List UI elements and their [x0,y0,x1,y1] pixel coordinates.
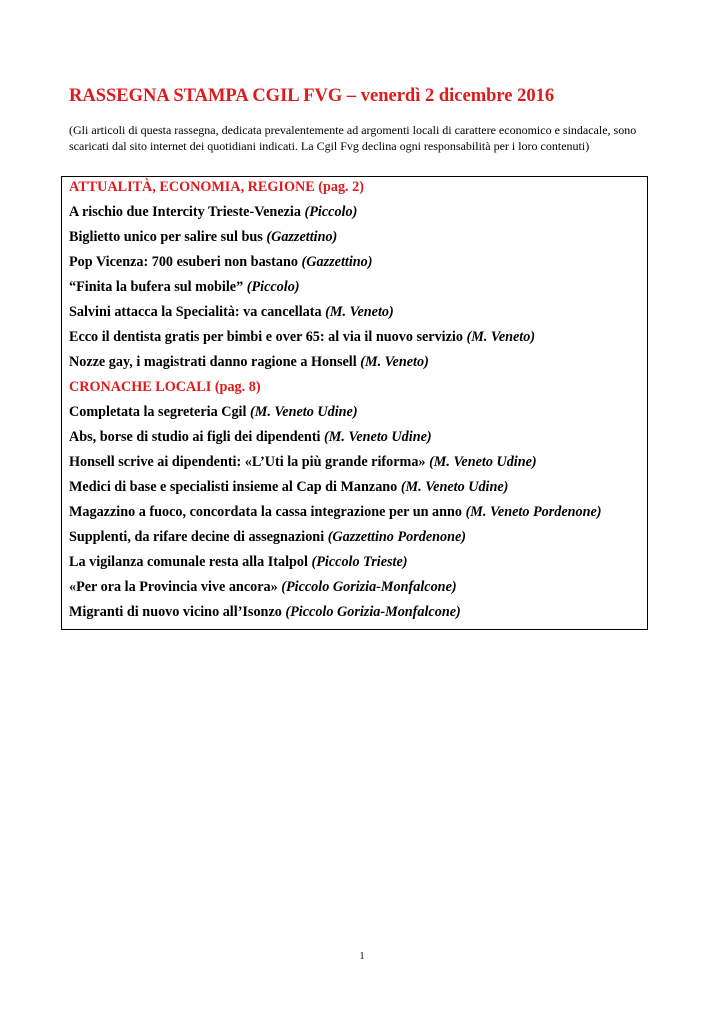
article-entry [69,605,602,630]
article-source: (Piccolo) [304,204,358,220]
article-source: (M. Veneto Udine) [429,454,537,470]
article-entry [69,205,602,230]
article-source: (Gazzettino) [301,254,373,270]
article-entry [69,480,602,505]
article-headline: Magazzino a fuoco, concordata la cassa integrazione per un anno [69,504,463,520]
article-source: (Piccolo Gorizia-Monfalcone) [281,579,457,595]
article-entry [69,530,602,555]
page-number: 1 [359,951,365,962]
article-source: (M. Veneto Udine) [400,479,509,495]
article-entry [69,305,602,330]
article-entry [69,455,602,480]
article-headline: Nozze gay, i magistrati danno ragione a Honsell [69,354,357,370]
article-headline: Honsell scrive ai dipendenti: «L’Uti la più grande riforma» [69,454,426,470]
article-entry [69,330,602,355]
article-source: (M. Veneto) [325,304,394,320]
article-headline: Medici di base e specialisti insieme al Cap di Manzano [69,479,398,495]
section-heading: ATTUALITÀ, ECONOMIA, REGIONE (pag. 2) [69,179,364,195]
article-entry [69,580,602,605]
article-entry [69,555,602,580]
article-headline: Salvini attacca la Specialità: va cancellata [69,304,322,320]
article-entry [69,505,602,530]
article-source: (Piccolo Gorizia-Monfalcone) [285,604,461,620]
article-source: (Gazzettino) [266,229,338,245]
article-source: (Piccolo) [246,279,300,295]
contents-list [69,180,602,630]
article-source: (M. Veneto) [360,354,429,370]
article-entry [69,405,602,430]
article-entry [69,355,602,380]
article-headline: Pop Vicenza: 700 esuberi non bastano [69,254,298,270]
article-source: (M. Veneto Udine) [249,404,358,420]
article-entry [69,255,602,280]
article-source: (M. Veneto Udine) [324,429,432,445]
article-headline: “Finita la bufera sul mobile” [69,279,244,295]
article-headline: Migranti di nuovo vicino all’Isonzo [69,604,282,620]
article-headline: La vigilanza comunale resta alla Italpol [69,554,308,570]
article-source: (Gazzettino Pordenone) [327,529,467,545]
article-headline: Supplenti, da rifare decine di assegnazioni [69,529,325,545]
section-heading: CRONACHE LOCALI (pag. 8) [69,379,261,395]
article-headline: Completata la segreteria Cgil [69,404,247,420]
article-source: (M. Veneto) [466,329,536,345]
intro-note: (Gli articoli di questa rassegna, dedicata prevalentemente ad argomenti locali di carattere economico e sindacale, sono scaricati dal sito internet dei quotidiani indicati. La Cgil Fvg declina ogni responsabilità per i loro contenuti) [69,123,637,153]
article-headline: Biglietto unico per salire sul bus [69,229,263,245]
page-title: RASSEGNA STAMPA CGIL FVG – venerdì 2 dicembre 2016 [69,86,555,106]
article-headline: Abs, borse di studio ai figli dei dipendenti [69,429,321,445]
article-entry [69,430,602,455]
article-source: (M. Veneto Pordenone) [465,504,602,520]
article-headline: «Per ora la Provincia vive ancora» [69,579,278,595]
article-entry [69,280,602,305]
article-entry [69,230,602,255]
article-headline: A rischio due Intercity Trieste-Venezia [69,204,301,220]
article-headline: Ecco il dentista gratis per bimbi e over 65: al via il nuovo servizio [69,329,463,345]
article-source: (Piccolo Trieste) [311,554,408,570]
